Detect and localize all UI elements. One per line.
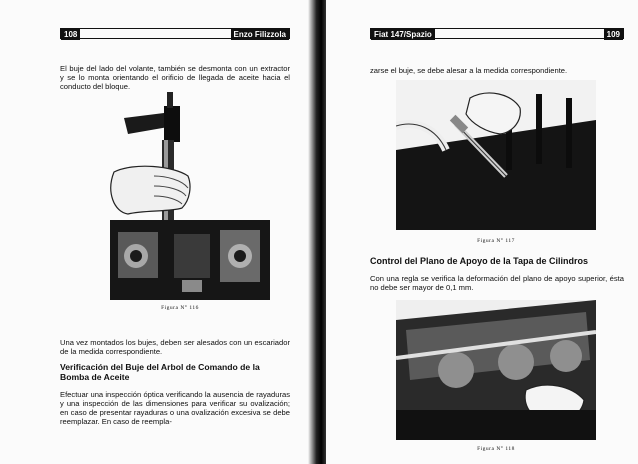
right-intro-paragraph: zarse el buje, se debe alesar a la medida correspondiente. [370, 66, 568, 75]
left-page-number: 108 [61, 29, 80, 40]
figure-117-caption: Figura N° 117 [477, 238, 515, 244]
figure-118-photo [396, 300, 596, 440]
right-page [326, 0, 638, 464]
left-intro-paragraph: El buje del lado del volante, también se desmonta con un extractor y se lo monta orientando el orificio de llegada de aceite hacia el conducto del bloque. [60, 64, 290, 91]
left-page-header-title: Enzo Filizzola [231, 29, 289, 40]
figure-117-photo [396, 80, 596, 230]
left-section-paragraph: Efectuar una inspección óptica verificando la ausencia de rayaduras y una inspección de las dimensiones para verificar su ovalización; en caso de presentar rayaduras o una ovalización excesiva se debe reemplazar. En caso de reempla- [60, 390, 290, 426]
right-page-number: 109 [604, 29, 623, 40]
left-page [0, 0, 316, 464]
right-page-header [370, 28, 624, 39]
left-after-figure-paragraph: Una vez montados los bujes, deben ser alesados con un escariador de la medida correspondiente. [60, 338, 290, 356]
right-page-header-title: Fiat 147/Spazio [371, 29, 435, 40]
figure-116-caption: Figura N° 116 [161, 305, 199, 311]
figure-116-photo [84, 92, 276, 300]
right-section-heading: Control del Plano de Apoyo de la Tapa de Cilindros [370, 256, 589, 266]
figure-118-caption: Figura N° 118 [477, 446, 515, 452]
right-section-paragraph: Con una regla se verifica la deformación del plano de apoyo superior, ésta no debe ser mayor de 0,1 mm. [370, 274, 624, 292]
left-page-header [60, 28, 290, 39]
left-section-heading: Verificación del Buje del Arbol de Comando de la Bomba de Aceite [60, 362, 260, 382]
